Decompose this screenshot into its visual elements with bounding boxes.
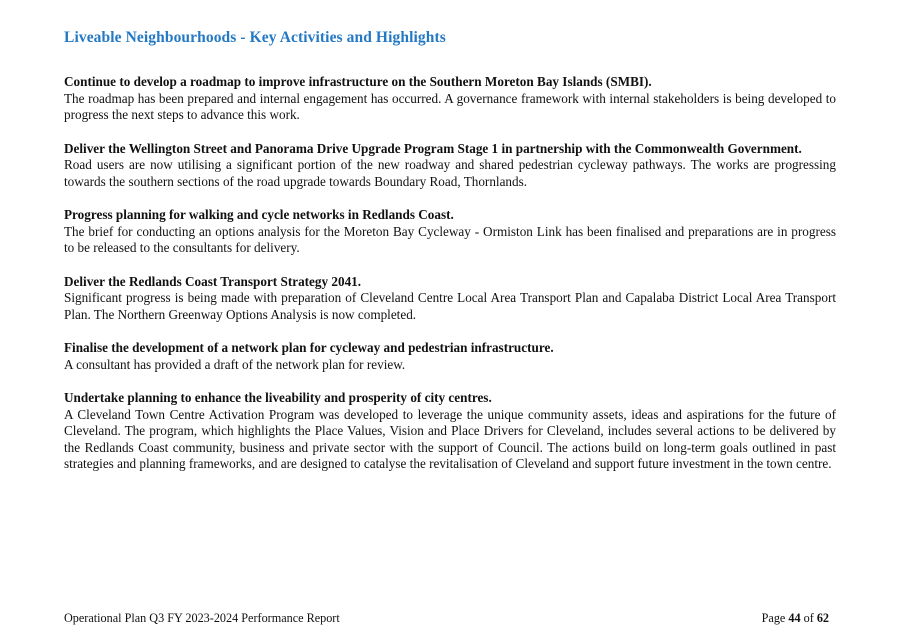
activity-body: The roadmap has been prepared and internal engagement has occurred. A governance framework with internal stakeholders is being developed to progress the next steps to advance this work. <box>64 90 836 122</box>
activity-section <box>64 340 836 373</box>
activity-section <box>64 390 836 473</box>
page-current: 44 <box>788 611 801 625</box>
page-total: 62 <box>816 611 829 625</box>
activity-section <box>64 274 836 324</box>
activity-section <box>64 141 836 191</box>
activity-body: Significant progress is being made with preparation of Cleveland Centre Local Area Transport Plan and Capalaba District Local Area Transport Plan. The Northern Greenway Options Analysis is now completed. <box>64 290 836 322</box>
activity-heading: Deliver the Wellington Street and Panorama Drive Upgrade Program Stage 1 in partnership with the Commonwealth Government. <box>64 140 802 156</box>
activity-body: The brief for conducting an options analysis for the Moreton Bay Cycleway - Ormiston Link has been finalised and preparations are in progress to be released to the consultants for delivery. <box>64 223 836 255</box>
activity-heading: Progress planning for walking and cycle networks in Redlands Coast. <box>64 207 454 222</box>
activity-body: A Cleveland Town Centre Activation Program was developed to leverage the unique community assets, ideas and aspirations for the future of Cleveland. The program, which highlights the Place Values, Vision and Place Drivers for Cleveland, includes several actions to be delivered by the Redlands Coast community, business and private sector with the support of Council. The actions build on long-term goals outlined in past strategies and planning frameworks, and are designed to catalyse the revitalisation of Cleveland and support future investment in the town centre. <box>64 406 836 471</box>
footer-report-name: Operational Plan Q3 FY 2023-2024 Performance Report <box>64 611 340 625</box>
footer-page-number <box>762 611 829 626</box>
activity-heading: Undertake planning to enhance the liveability and prosperity of city centres. <box>64 390 492 405</box>
activity-section <box>64 207 836 257</box>
activity-heading: Finalise the development of a network plan for cycleway and pedestrian infrastructure. <box>64 340 554 355</box>
page-title: Liveable Neighbourhoods - Key Activities and Highlights <box>64 29 446 46</box>
page-prefix: Page <box>761 611 786 625</box>
activity-body: A consultant has provided a draft of the network plan for review. <box>64 356 406 372</box>
activity-heading: Continue to develop a roadmap to improve infrastructure on the Southern Moreton Bay Islands (SMBI). <box>64 74 652 89</box>
activity-body: Road users are now utilising a significant portion of the new roadway and shared pedestrian cycleway pathways. The works are progressing towards the southern sections of the road upgrade towards Boundary Road, Thornlands. <box>64 157 836 189</box>
page-of: of <box>803 611 814 625</box>
activities-list <box>64 74 836 490</box>
activity-section <box>64 74 836 124</box>
activity-heading: Deliver the Redlands Coast Transport Strategy 2041. <box>64 273 362 289</box>
